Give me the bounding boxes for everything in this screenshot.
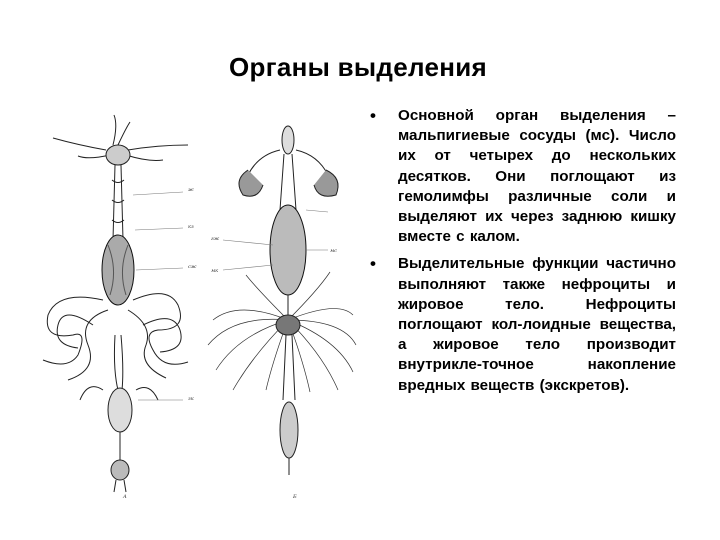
- bullet-marker: •: [370, 106, 376, 125]
- svg-text:кз: кз: [188, 224, 194, 230]
- svg-text:ж: ж: [188, 187, 194, 193]
- svg-text:гж: гж: [211, 236, 220, 242]
- bullet-list: [370, 106, 676, 403]
- svg-text:сж: сж: [188, 264, 197, 270]
- bullet-item: [370, 254, 676, 395]
- svg-text:Б: Б: [293, 494, 297, 500]
- bullet-text: Выделительные функции частично выполняют также нефроциты и жировое тело. Нефроциты поглощают кол-лоидные вещества, а жировое тело производит внутрикле-точное накопление вредных веществ (экскретов).: [398, 255, 676, 394]
- svg-text:мс: мс: [330, 248, 337, 254]
- svg-text:А: А: [123, 494, 127, 500]
- slide-title: Органы выделения: [229, 52, 487, 82]
- bullet-text: Основной орган выделения – мальпигиевые сосуды (мс). Число их от четырех до нескольких десятков. Они поглощают из гемолимфы различные соли и выделяют их через заднюю кишку вместе с калом.: [398, 107, 676, 246]
- bullet-marker: •: [370, 254, 376, 274]
- svg-text:мк: мк: [211, 268, 219, 274]
- insect-digestive-excretory-illustration: [18, 100, 358, 500]
- bullet-item: [370, 106, 676, 247]
- svg-text:зк: зк: [188, 396, 194, 402]
